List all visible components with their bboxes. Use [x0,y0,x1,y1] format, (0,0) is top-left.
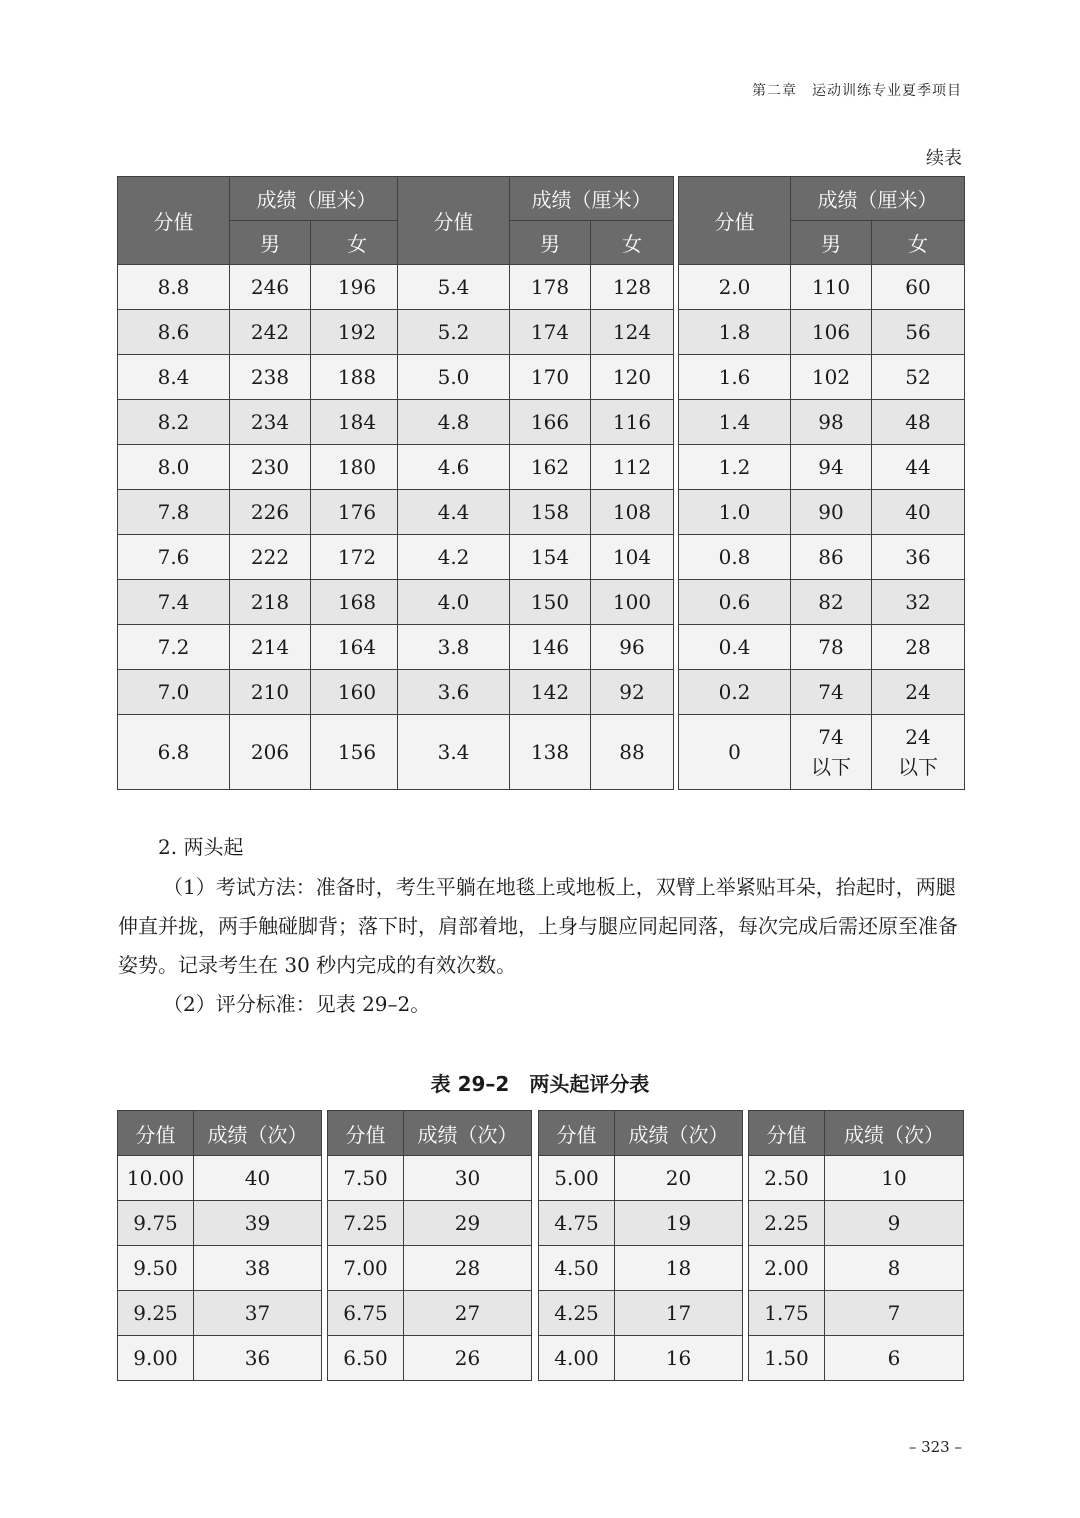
table-row [539,1336,743,1381]
score-cell: 1.6 [679,355,791,400]
count-cell: 28 [404,1246,532,1291]
male-cell: 82 [791,580,872,625]
table-row [679,310,965,355]
score-cell: 8.4 [118,355,230,400]
score-header: 分值 [539,1111,615,1156]
score-cell: 4.4 [398,490,510,535]
female-cell: 36 [872,535,965,580]
male-cell: 146 [510,625,591,670]
score-cell: 1.2 [679,445,791,490]
score-cell: 0.6 [679,580,791,625]
male-cell: 86 [791,535,872,580]
score-cell: 10.00 [118,1156,194,1201]
count-cell: 17 [615,1291,743,1336]
score-cell: 7.2 [118,625,230,670]
score-table-block [397,176,674,790]
result-header: 成绩（次） [825,1111,964,1156]
table-row [679,670,965,715]
score-header: 分值 [118,177,230,265]
table-row [328,1201,532,1246]
score-cell: 9.75 [118,1201,194,1246]
score-cell: 7.8 [118,490,230,535]
female-cell: 176 [311,490,404,535]
table-row [118,1336,322,1381]
table-row [118,1246,322,1291]
female-cell: 172 [311,535,404,580]
score-cell: 7.25 [328,1201,404,1246]
score-cell: 8.0 [118,445,230,490]
table-row [539,1246,743,1291]
table-row [749,1201,964,1246]
table-row [398,490,674,535]
score-cell: 7.00 [328,1246,404,1291]
female-cell: 124 [591,310,674,355]
female-cell: 92 [591,670,674,715]
count-cell: 8 [825,1246,964,1291]
score-cell: 6.50 [328,1336,404,1381]
table-row [539,1291,743,1336]
table-row [679,580,965,625]
table-row [328,1246,532,1291]
table-row [749,1156,964,1201]
score-cell: 9.00 [118,1336,194,1381]
female-cell: 100 [591,580,674,625]
score-cell: 6.75 [328,1291,404,1336]
score-cell: 7.0 [118,670,230,715]
table-row [118,1291,322,1336]
score-table-block [678,176,965,790]
table-row [679,400,965,445]
male-cell: 154 [510,535,591,580]
female-cell: 60 [872,265,965,310]
male-cell: 74 [791,670,872,715]
female-cell: 120 [591,355,674,400]
female-cell: 184 [311,400,404,445]
table-row [679,445,965,490]
table-row [679,355,965,400]
male-cell: 242 [230,310,311,355]
table-row [398,445,674,490]
score-cell: 5.0 [398,355,510,400]
table-row [118,715,404,790]
male-cell: 138 [510,715,591,790]
score-cell: 9.50 [118,1246,194,1291]
table-row [398,715,674,790]
table-row [398,625,674,670]
table-row [398,580,674,625]
score-cell: 1.4 [679,400,791,445]
table-row [118,1201,322,1246]
table-row [118,310,404,355]
score-cell: 4.50 [539,1246,615,1291]
female-cell: 196 [311,265,404,310]
male-cell: 230 [230,445,311,490]
count-cell: 40 [194,1156,322,1201]
table-row [118,355,404,400]
result-header: 成绩（厘米） [230,177,404,221]
result-header: 成绩（次） [404,1111,532,1156]
score-cell: 1.8 [679,310,791,355]
count-cell: 36 [194,1336,322,1381]
score-cell: 2.25 [749,1201,825,1246]
table-row [398,265,674,310]
male-cell: 234 [230,400,311,445]
score-cell: 3.4 [398,715,510,790]
table-row [539,1201,743,1246]
table-row [118,1156,322,1201]
male-cell: 150 [510,580,591,625]
table-row [679,265,965,310]
running-head: 第二章 运动训练专业夏季项目 [752,83,962,99]
scoring-paragraph: （2）评分标准：见表 29–2。 [163,992,431,1016]
score-cell: 7.50 [328,1156,404,1201]
table-row [398,400,674,445]
table-row [328,1291,532,1336]
table-row [118,535,404,580]
female-cell: 40 [872,490,965,535]
table-row [749,1336,964,1381]
table-row [118,580,404,625]
situp-table-block [117,1110,322,1381]
section-heading: 2. 两头起 [158,835,244,859]
table-row [539,1156,743,1201]
count-cell: 10 [825,1156,964,1201]
score-cell: 4.0 [398,580,510,625]
male-cell: 218 [230,580,311,625]
page-number: – 323 – [908,1438,962,1456]
female-cell: 164 [311,625,404,670]
table-row [679,535,965,580]
score-cell: 7.6 [118,535,230,580]
score-cell: 8.8 [118,265,230,310]
count-cell: 18 [615,1246,743,1291]
female-cell: 24 以下 [872,715,965,790]
count-cell: 30 [404,1156,532,1201]
score-cell: 5.2 [398,310,510,355]
count-cell: 16 [615,1336,743,1381]
female-cell: 112 [591,445,674,490]
female-cell: 168 [311,580,404,625]
table-row [118,265,404,310]
male-cell: 174 [510,310,591,355]
score-cell: 0 [679,715,791,790]
table-row [118,490,404,535]
count-cell: 9 [825,1201,964,1246]
male-cell: 162 [510,445,591,490]
male-cell: 142 [510,670,591,715]
male-header: 男 [510,221,591,265]
table-row [328,1336,532,1381]
score-cell: 0.4 [679,625,791,670]
count-cell: 26 [404,1336,532,1381]
score-cell: 7.4 [118,580,230,625]
female-cell: 160 [311,670,404,715]
table-row [398,355,674,400]
score-header: 分值 [328,1111,404,1156]
score-table-block [117,176,404,790]
score-cell: 3.6 [398,670,510,715]
female-cell: 180 [311,445,404,490]
score-header: 分值 [118,1111,194,1156]
test-method-paragraph: （1）考试方法：准备时，考生平躺在地毯上或地板上，双臂上举紧贴耳朵，抬起时，两腿伸直并拢，两手触碰脚背；落下时，肩部着地，上身与腿应同起同落，每次完成后需还原至准备姿势。记录考生在 30 秒内完成的有效次数。 [118,875,958,977]
male-cell: 102 [791,355,872,400]
score-cell: 1.0 [679,490,791,535]
male-cell: 210 [230,670,311,715]
score-cell: 4.75 [539,1201,615,1246]
score-cell: 4.00 [539,1336,615,1381]
count-cell: 6 [825,1336,964,1381]
male-header: 男 [791,221,872,265]
score-cell: 0.8 [679,535,791,580]
score-header: 分值 [679,177,791,265]
count-cell: 29 [404,1201,532,1246]
male-cell: 74 以下 [791,715,872,790]
male-cell: 110 [791,265,872,310]
score-cell: 4.6 [398,445,510,490]
table-row [118,670,404,715]
count-cell: 39 [194,1201,322,1246]
table-row [118,400,404,445]
female-cell: 24 [872,670,965,715]
male-header: 男 [230,221,311,265]
table-row [118,445,404,490]
count-cell: 27 [404,1291,532,1336]
result-header: 成绩（厘米） [791,177,965,221]
female-cell: 128 [591,265,674,310]
score-cell: 1.75 [749,1291,825,1336]
table-row [398,310,674,355]
male-cell: 246 [230,265,311,310]
table-row [749,1291,964,1336]
score-cell: 0.2 [679,670,791,715]
situp-table-block [327,1110,532,1381]
male-cell: 158 [510,490,591,535]
result-header: 成绩（次） [194,1111,322,1156]
result-header: 成绩（次） [615,1111,743,1156]
score-cell: 8.6 [118,310,230,355]
score-cell: 2.00 [749,1246,825,1291]
male-cell: 94 [791,445,872,490]
result-header: 成绩（厘米） [510,177,674,221]
score-header: 分值 [398,177,510,265]
female-cell: 96 [591,625,674,670]
male-cell: 166 [510,400,591,445]
female-cell: 104 [591,535,674,580]
female-cell: 156 [311,715,404,790]
female-cell: 192 [311,310,404,355]
female-header: 女 [311,221,404,265]
table-row [679,625,965,670]
male-cell: 206 [230,715,311,790]
score-cell: 6.8 [118,715,230,790]
male-cell: 222 [230,535,311,580]
female-header: 女 [591,221,674,265]
male-cell: 106 [791,310,872,355]
female-cell: 88 [591,715,674,790]
male-cell: 90 [791,490,872,535]
table-row [679,715,965,790]
female-cell: 52 [872,355,965,400]
table-row [398,535,674,580]
count-cell: 19 [615,1201,743,1246]
situp-table-block [748,1110,964,1381]
score-cell: 4.2 [398,535,510,580]
female-cell: 56 [872,310,965,355]
table-row [328,1156,532,1201]
count-cell: 20 [615,1156,743,1201]
female-cell: 188 [311,355,404,400]
male-cell: 170 [510,355,591,400]
female-cell: 48 [872,400,965,445]
score-cell: 2.0 [679,265,791,310]
score-cell: 9.25 [118,1291,194,1336]
count-cell: 37 [194,1291,322,1336]
male-cell: 178 [510,265,591,310]
table-row [679,490,965,535]
score-cell: 5.00 [539,1156,615,1201]
continued-label: 续表 [926,148,962,169]
female-header: 女 [872,221,965,265]
female-cell: 108 [591,490,674,535]
male-cell: 98 [791,400,872,445]
count-cell: 7 [825,1291,964,1336]
score-cell: 4.8 [398,400,510,445]
male-cell: 238 [230,355,311,400]
score-cell: 3.8 [398,625,510,670]
male-cell: 226 [230,490,311,535]
female-cell: 28 [872,625,965,670]
female-cell: 32 [872,580,965,625]
count-cell: 38 [194,1246,322,1291]
male-cell: 214 [230,625,311,670]
score-cell: 2.50 [749,1156,825,1201]
table-row [118,625,404,670]
table-caption: 表 29–2 两头起评分表 [430,1072,650,1096]
score-cell: 1.50 [749,1336,825,1381]
score-header: 分值 [749,1111,825,1156]
situp-table-block [538,1110,743,1381]
table-row [749,1246,964,1291]
score-cell: 8.2 [118,400,230,445]
male-cell: 78 [791,625,872,670]
score-cell: 5.4 [398,265,510,310]
table-row [398,670,674,715]
female-cell: 44 [872,445,965,490]
score-cell: 4.25 [539,1291,615,1336]
female-cell: 116 [591,400,674,445]
